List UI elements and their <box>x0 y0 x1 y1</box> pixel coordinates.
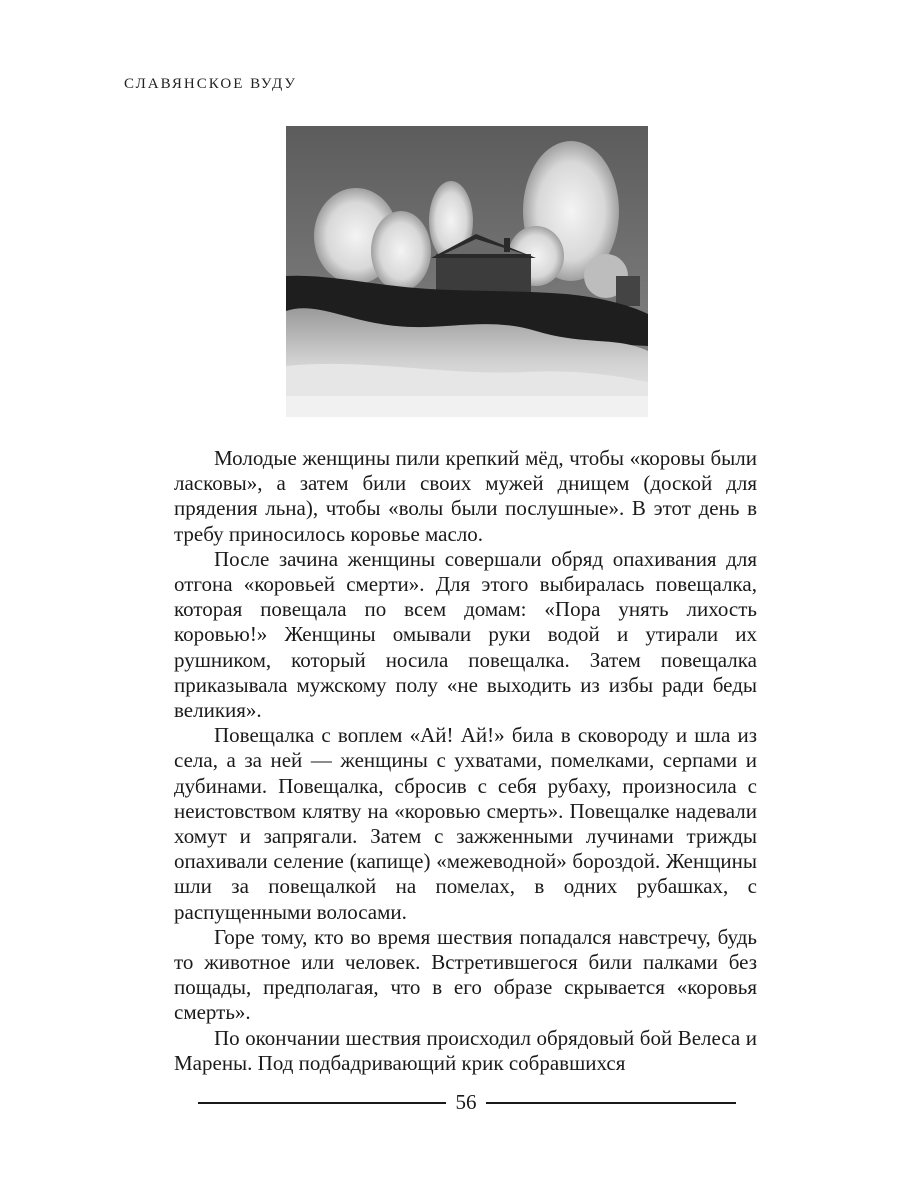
running-title: СЛАВЯНСКОЕ ВУДУ <box>124 76 298 92</box>
page-number: 56 <box>455 1090 477 1114</box>
footer-rule-left <box>198 1102 446 1104</box>
paragraph: Повещалка с воплем «Ай! Ай!» била в сковороду и шла из села, а за ней — женщины с ухватами, помелками, серпами и дубинами. Повещалка, сбросив с себя рубаху, произносила с неистовством клятву на «коровью смерть». Повещалке надевали хомут и запрягали. Затем с зажженными лучинами трижды опахивали селение (капище) «межеводной» бороздой. Женщины шли за повещалкой на помелах, в одних рубашках, с распущенными волосами. <box>174 723 757 924</box>
body-text <box>174 446 757 1076</box>
paragraph: Молодые женщины пили крепкий мёд, чтобы «коровы были ласковы», а затем били своих мужей днищем (доской для прядения льна), чтобы «волы были послушные». В этот день в требу приносилось коровье масло. <box>174 446 757 546</box>
paragraph: Горе тому, кто во время шествия попадался навстречу, будь то животное или человек. Встретившегося били палками без пощады, предполагая, что в его образе скрывается «коровья смерть». <box>174 924 757 1025</box>
page-footer <box>198 1090 736 1116</box>
paragraph: По окончании шествия происходил обрядовый бой Велеса и Марены. Под подбадривающий крик собравшихся <box>174 1025 757 1075</box>
winter-house-illustration <box>286 126 648 417</box>
winter-house-photo <box>286 126 648 417</box>
footer-rule-right <box>486 1102 736 1104</box>
paragraph: После зачина женщины совершали обряд опахивания для отгона «коровьей смерти». Для этого выбиралась повещалка, которая повещала по всем домам: «Пора унять лихость коровью!» Женщины омывали руки водой и утирали их рушником, который носила повещалка. Затем повещалка приказывала мужскому полу «не выходить из избы ради беды великия». <box>174 546 757 723</box>
